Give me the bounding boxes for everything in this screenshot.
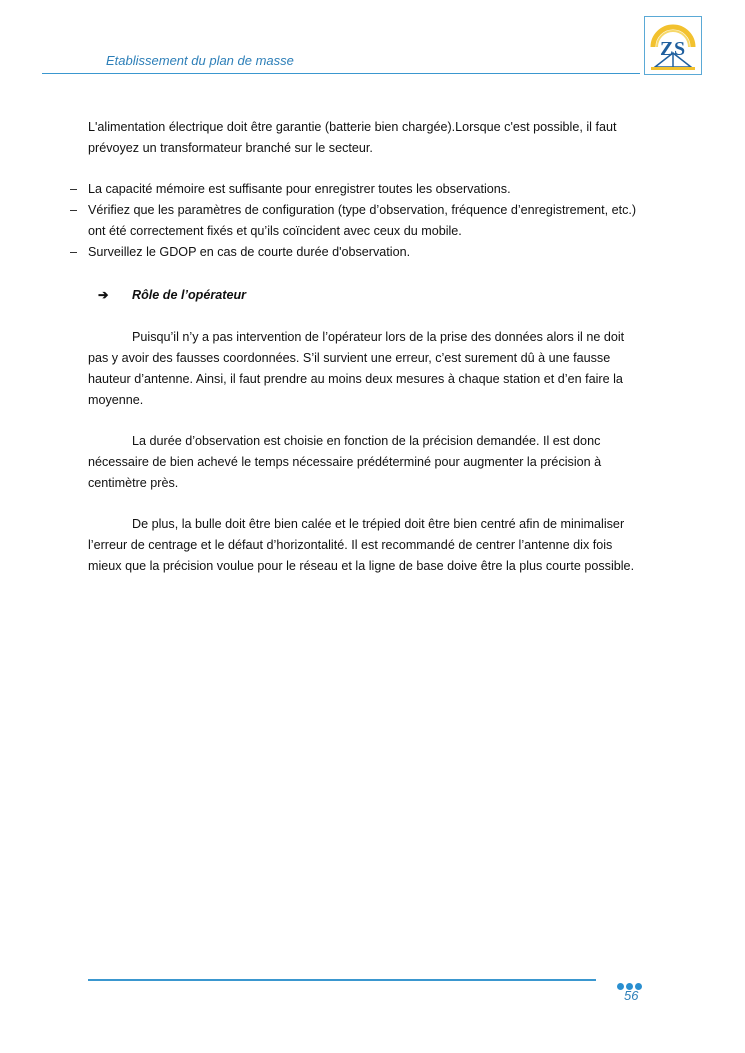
list-item-text: Surveillez le GDOP en cas de courte durée d'observation. — [88, 245, 411, 259]
dot — [617, 983, 624, 990]
paragraph-body: De plus, la bulle doit être bien calée et le trépied doit être bien centré afin de minimaliser l’erreur de centrage et le défaut d’horizontalité. Il est recommandé de centrer l’antenne dix fois mieux que la précision voulue pour le réseau et la ligne de base doive être la plus courte possible. — [88, 517, 635, 573]
bullet-list — [70, 179, 646, 263]
header-title: Etablissement du plan de masse — [106, 53, 294, 68]
list-item — [70, 200, 646, 242]
paragraph-duration — [88, 431, 646, 494]
paragraph-text — [88, 431, 646, 494]
paragraph-body: Puisqu’il n’y a pas intervention de l’opérateur lors de la prise des données alors il ne doit pas y avoir des fausses coordonnées. S’il survient une erreur, c’est surement dû à une fausse hauteur d’antenne. Ainsi, il faut prendre au moins deux mesures à chaque station et d’en faire la moyenne. — [88, 330, 625, 407]
list-item-text: Vérifiez que les paramètres de configuration (type d’observation, fréquence d’enregistrement, etc.) ont été correctement fixés et qu’ils coïncident avec ceux du mobile. — [88, 203, 637, 238]
bullet-dash: – — [70, 245, 78, 259]
header-divider — [42, 73, 640, 74]
svg-text:Z: Z — [660, 38, 674, 60]
paragraph-body: La durée d’observation est choisie en fonction de la précision demandée. Il est donc nécessaire de bien achevé le temps nécessaire prédéterminé pour augmenter la précision à centimètre près. — [88, 434, 602, 490]
svg-text:S: S — [674, 38, 686, 60]
paragraph-text: L'alimentation électrique doit être garantie (batterie bien chargée).Lorsque c'est possible, il faut prévoyez un transformateur branché sur le secteur. — [88, 120, 617, 155]
list-item — [70, 179, 646, 200]
footer-divider — [88, 979, 596, 981]
section-heading-label: Rôle de l’opérateur — [132, 288, 247, 302]
page-number: 56 — [624, 988, 639, 1003]
bullet-dash: – — [70, 203, 78, 217]
arrow-right-icon: ➔ — [98, 288, 109, 302]
paragraph-centering — [88, 514, 646, 577]
institution-logo-icon — [644, 16, 702, 75]
list-item — [70, 242, 646, 263]
paragraph-operator — [88, 327, 646, 411]
list-item-text: La capacité mémoire est suffisante pour enregistrer toutes les observations. — [88, 182, 511, 196]
paragraph-power — [88, 117, 646, 159]
paragraph-text — [88, 514, 646, 577]
bullet-dash: – — [70, 182, 78, 196]
paragraph-text — [88, 327, 646, 411]
